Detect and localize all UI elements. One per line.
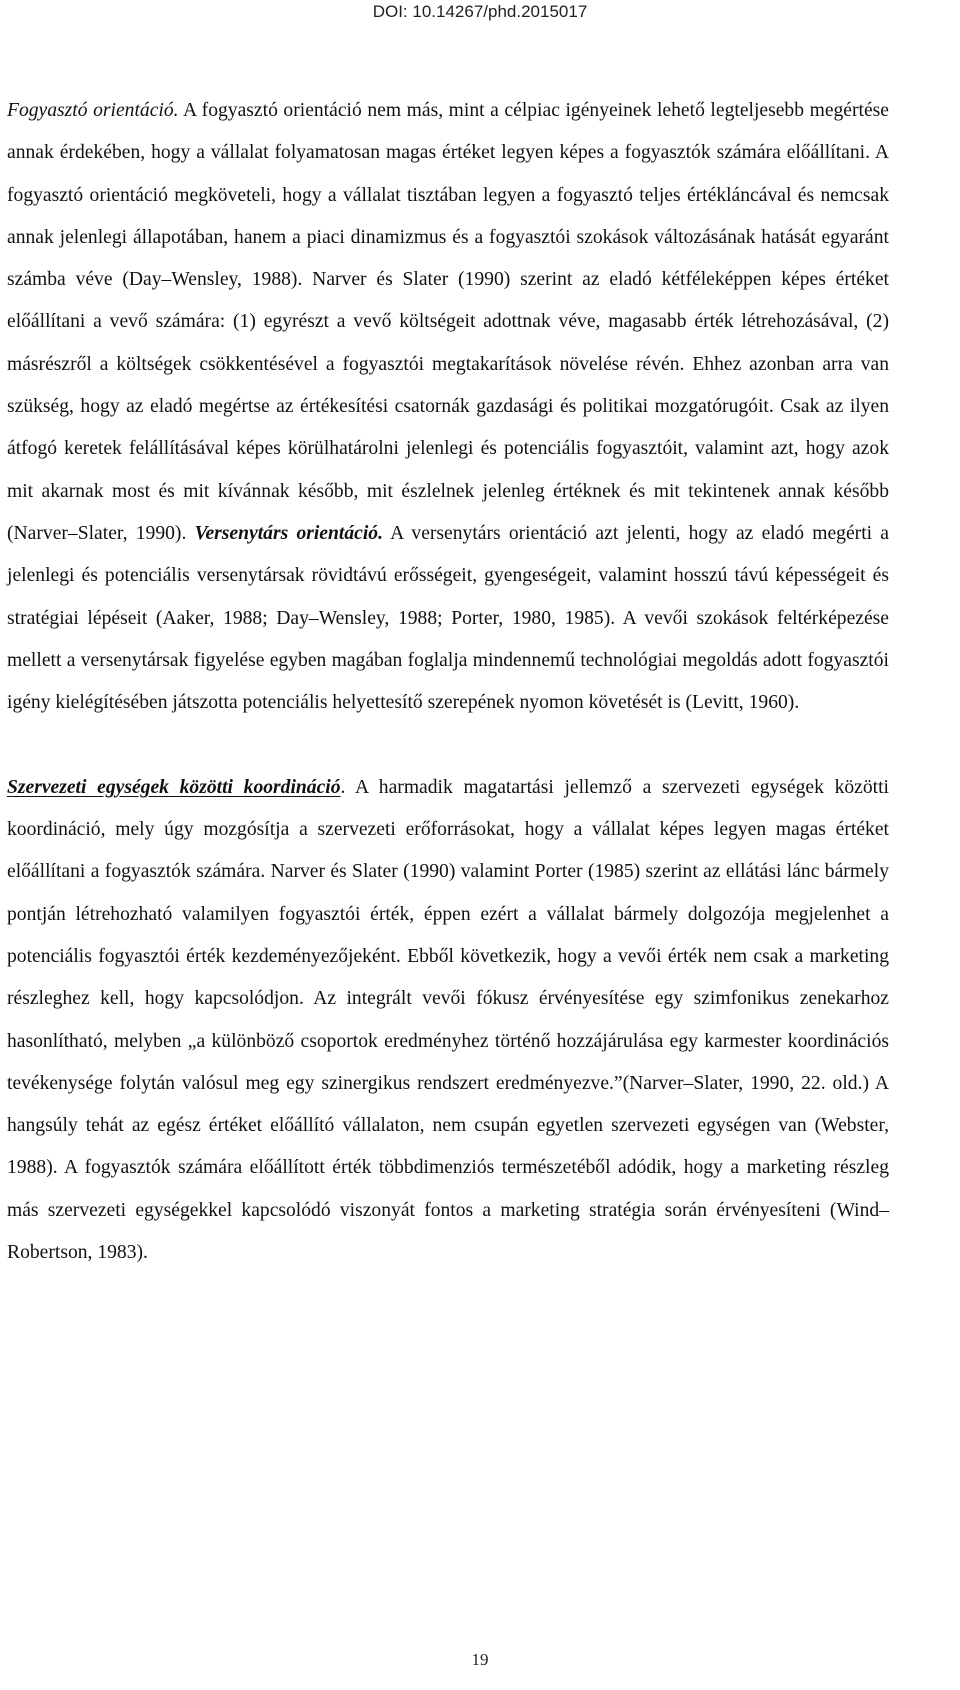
paragraph-consumer-orientation xyxy=(7,90,889,724)
heading-consumer-orientation: Fogyasztó orientáció. xyxy=(7,100,179,121)
text-interfunctional-coordination: . A harmadik magatartási jellemző a szervezeti egységek közötti koordináció, mely úgy mozgósítja a szervezeti erőforrásokat, hogy a vállalat képes legyen magas értéket előállítani a fogyasztók számára. Narver és Slater (1990) valamint Porter (1985) szerint az ellátási lánc bármely pontján létrehozható valamilyen fogyasztói érték, éppen ezért a vállalat bármely dolgozója megjelenhet a potenciális fogyasztói érték kezdeményezőjeként. Ebből következik, hogy a vevői érték nem csak a marketing részleghez kell, hogy kapcsolódjon. Az integrált vevői fókusz érvényesítése egy szimfonikus zenekarhoz hasonlítható, melyben „a különböző csoportok eredményhez történő hozzájárulása egy karmester koordinációs tevékenysége folytán valósul meg egy szinergikus rendszert eredményezve.”(Narver–Slater, 1990, 22. old.) A hangsúly tehát az egész értéket előállító vállalaton, nem csupán egyetlen szervezeti egységen van (Webster, 1988). A fogyasztók számára előállított érték többdimenziós természetéből adódik, hogy a marketing részleg más szervezeti egységekkel kapcsolódó viszonyát fontos a marketing stratégia során érvényesíteni (Wind–Robertson, 1983). xyxy=(7,776,889,1264)
paragraph-interfunctional-coordination xyxy=(7,767,889,1275)
text-competitor-orientation: A versenytárs orientáció azt jelenti, hogy az eladó megérti a jelenlegi és potenciális versenytársak rövidtávú erősségeit, gyengeségeit, valamint hosszú távú képességeit és stratégiai lépéseit (Aaker, 1988; Day–Wensley, 1988; Porter, 1980, 1985). A vevői szokások feltérképezése mellett a versenytársak figyelése egyben magában foglalja mindennemű technológiai megoldás adott fogyasztói igény kielégítésében játszotta potenciális helyettesítő szerepének nyomon követését is (Levitt, 1960). xyxy=(7,522,890,714)
text-consumer-orientation: A fogyasztó orientáció nem más, mint a célpiac igényeinek lehető legteljesebb megértése annak érdekében, hogy a vállalat folyamatosan magas értéket legyen képes a fogyasztók számára előállítani. A fogyasztó orientáció megköveteli, hogy a vállalat tisztában legyen a fogyasztó teljes értékláncával és nemcsak annak jelenlegi állapotában, hanem a piaci dinamizmus és a fogyasztói szokások változásának hatását egyaránt számba véve (Day–Wensley, 1988). Narver és Slater (1990) szerint az eladó kétféleképpen képes értéket előállítani a vevő számára: (1) egyrészt a vevő költségeit adottnak véve, magasabb érték létrehozásával, (2) másrészről a költségek csökkentésével a fogyasztói megtakarítások növelése révén. Ehhez azonban arra van szükség, hogy az eladó megértse az értékesítési csatornák gazdasági és politikai mozgatórugóit. Csak az ilyen átfogó keretek felállításával képes körülhatárolni jelenlegi és potenciális fogyasztóit, valamint azt, hogy azok mit akarnak most és mit kívánnak később, mit észlelnek jelenleg értéknek és mit tekintenek annak később (Narver–Slater, 1990). xyxy=(7,100,889,544)
doi-header: DOI: 10.14267/phd.2015017 xyxy=(372,2,588,21)
heading-interfunctional-coordination: Szervezeti egységek közötti koordináció xyxy=(7,776,341,798)
heading-competitor-orientation: Versenytárs orientáció. xyxy=(194,522,383,544)
document-body xyxy=(7,90,889,1274)
page-number: 19 xyxy=(471,1650,489,1669)
